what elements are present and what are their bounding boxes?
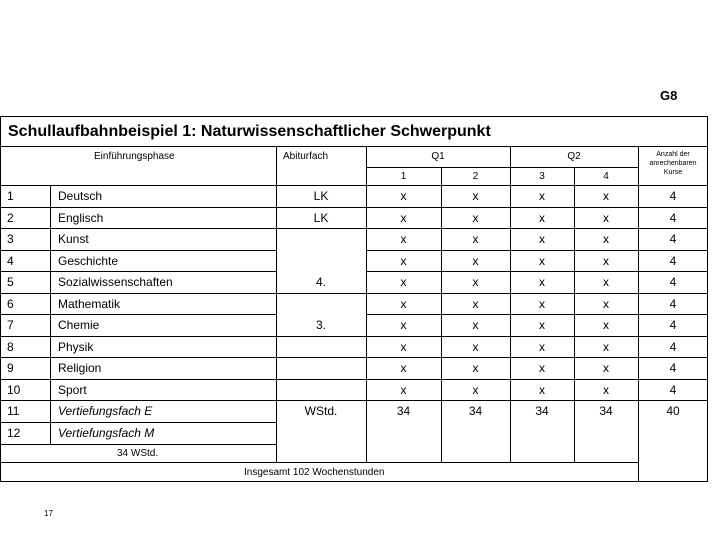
course-count: 4: [669, 189, 677, 203]
row-number: 5: [7, 275, 14, 289]
header-semester-1: 1: [400, 171, 407, 182]
row-number: 10: [7, 383, 21, 397]
divider: [0, 400, 708, 401]
course-count: 4: [669, 340, 677, 354]
semester-4-cell: x: [603, 211, 609, 225]
semester-4-cell: x: [603, 383, 609, 397]
semester-2-cell: x: [472, 275, 479, 289]
semester-3-cell: x: [539, 340, 545, 354]
header-semester-4: 4: [603, 171, 609, 182]
subject-name: Englisch: [58, 211, 104, 225]
header-semester-3: 3: [539, 171, 545, 182]
row-number: 3: [7, 232, 14, 246]
course-count: 4: [669, 232, 677, 246]
subject-name: Deutsch: [58, 189, 103, 203]
header-abiturfach: Abiturfach: [283, 151, 329, 162]
abitur-marker: LK: [313, 189, 329, 203]
header-q1: Q1: [431, 151, 445, 162]
semester-1-cell: x: [400, 361, 407, 375]
divider: [0, 146, 708, 147]
subject-name: Religion: [58, 361, 102, 375]
divider: [0, 314, 276, 315]
subject-name: Sozialwissenschaften: [58, 275, 173, 289]
semester-3-cell: x: [539, 232, 545, 246]
course-count: 4: [669, 211, 677, 225]
semester-4-cell: x: [603, 275, 609, 289]
row-number: 1: [7, 189, 14, 203]
subject-name: Kunst: [58, 232, 89, 246]
semester-2-cell: 34: [468, 404, 483, 418]
semester-1-cell: x: [400, 275, 407, 289]
divider: [0, 271, 276, 272]
row-number: 9: [7, 361, 14, 375]
row-number: 6: [7, 297, 14, 311]
semester-4-cell: x: [603, 361, 609, 375]
g8-label: G8: [660, 88, 678, 103]
course-count: 4: [669, 297, 677, 311]
divider: [0, 462, 638, 463]
semester-4-cell: x: [603, 189, 609, 203]
page-number: 17: [44, 509, 53, 518]
semester-3-cell: x: [539, 318, 545, 332]
semester-4-cell: x: [603, 232, 609, 246]
divider: [0, 250, 276, 251]
course-count: 4: [669, 275, 677, 289]
abitur-marker: WStd.: [304, 404, 338, 418]
subject-name: Geschichte: [58, 254, 119, 268]
semester-4-cell: x: [603, 297, 609, 311]
header-anzahl-line1: Anzahl der: [656, 151, 690, 158]
subject-name: Vertiefungsfach E: [58, 404, 153, 418]
semester-3-cell: x: [539, 361, 545, 375]
divider: [0, 336, 708, 337]
semester-3-cell: 34: [535, 404, 549, 418]
semester-4-cell: x: [603, 318, 609, 332]
header-anzahl: [638, 150, 708, 177]
divider: [366, 271, 708, 272]
semester-2-cell: x: [472, 361, 479, 375]
header-q2: Q2: [567, 151, 581, 162]
page-title: Schullaufbahnbeispiel 1: Naturwissenschaftlicher Schwerpunkt: [8, 123, 491, 140]
subject-name: Vertiefungsfach M: [58, 426, 155, 440]
semester-1-cell: x: [400, 340, 407, 354]
abitur-marker: 4.: [315, 275, 326, 289]
divider: [50, 185, 51, 444]
divider: [0, 207, 708, 208]
header-semester-2: 2: [472, 171, 479, 182]
semester-4-cell: x: [603, 254, 609, 268]
subject-name: Sport: [58, 383, 87, 397]
subject-name: Physik: [58, 340, 94, 354]
subject-name: Mathematik: [58, 297, 121, 311]
wstd-note: 34 WStd.: [117, 448, 159, 459]
divider: [0, 357, 708, 358]
semester-2-cell: x: [472, 318, 479, 332]
row-number: 2: [7, 211, 14, 225]
divider: [366, 167, 638, 168]
semester-1-cell: x: [400, 189, 407, 203]
semester-3-cell: x: [539, 189, 545, 203]
semester-1-cell: x: [400, 211, 407, 225]
row-number: 7: [7, 318, 14, 332]
total-hours: Insgesamt 102 Wochenstunden: [244, 467, 385, 478]
semester-1-cell: x: [400, 232, 407, 246]
semester-2-cell: x: [472, 189, 479, 203]
semester-2-cell: x: [472, 340, 479, 354]
semester-4-cell: 34: [599, 404, 613, 418]
divider: [0, 293, 708, 294]
course-count: 40: [666, 404, 680, 418]
semester-2-cell: x: [472, 383, 479, 397]
semester-2-cell: x: [472, 254, 479, 268]
semester-3-cell: x: [539, 297, 545, 311]
semester-2-cell: x: [472, 297, 479, 311]
semester-3-cell: x: [539, 275, 545, 289]
course-count: 4: [669, 254, 677, 268]
semester-1-cell: x: [400, 297, 407, 311]
row-number: 4: [7, 254, 14, 268]
row-number: 11: [7, 404, 20, 418]
course-count: 4: [669, 383, 677, 397]
subject-name: Chemie: [58, 318, 100, 332]
divider: [0, 422, 276, 423]
semester-4-cell: x: [603, 340, 609, 354]
divider: [366, 314, 708, 315]
semester-3-cell: x: [539, 383, 545, 397]
semester-1-cell: x: [400, 254, 407, 268]
abitur-marker: LK: [313, 211, 329, 225]
header-einfuehrungsphase: Einführungsphase: [94, 151, 175, 162]
semester-1-cell: x: [400, 318, 407, 332]
semester-1-cell: x: [400, 383, 407, 397]
course-count: 4: [669, 361, 677, 375]
divider: [366, 250, 708, 251]
row-number: 8: [7, 340, 14, 354]
divider: [0, 185, 708, 186]
course-count: 4: [669, 318, 677, 332]
header-anzahl-line2: anrechenbaren: [649, 160, 697, 167]
divider: [0, 444, 276, 445]
divider: [0, 228, 708, 229]
row-number: 12: [7, 426, 21, 440]
semester-1-cell: 34: [396, 404, 411, 418]
semester-3-cell: x: [539, 211, 545, 225]
semester-2-cell: x: [472, 211, 479, 225]
semester-2-cell: x: [472, 232, 479, 246]
divider: [0, 379, 708, 380]
semester-3-cell: x: [539, 254, 545, 268]
header-anzahl-line3: Kurse: [663, 169, 683, 176]
abitur-marker: 3.: [315, 318, 326, 332]
